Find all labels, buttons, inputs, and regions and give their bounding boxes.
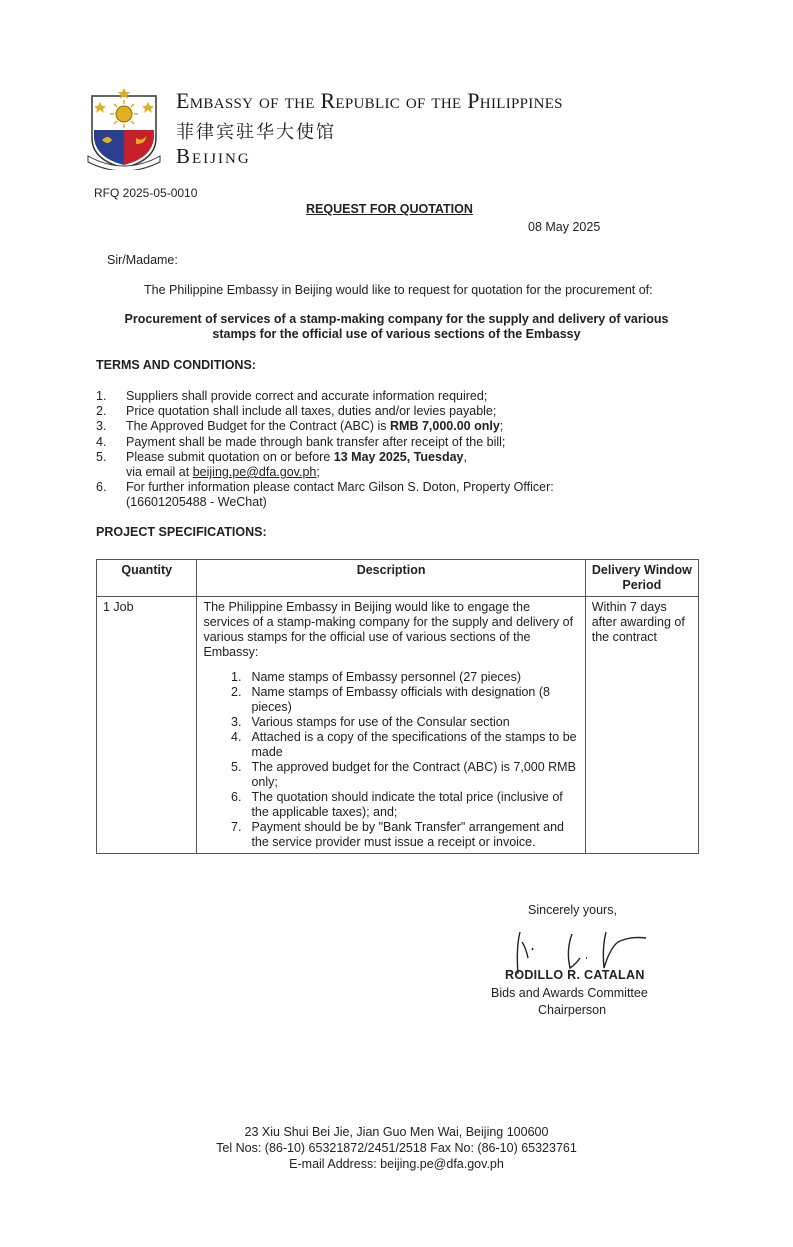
- term-item: 1. Suppliers shall provide correct and accurate information required;: [96, 389, 488, 403]
- quantity-cell: 1 Job: [97, 597, 197, 854]
- term-item: 3. The Approved Budget for the Contract (ABC) is RMB 7,000.00 only;: [96, 419, 504, 434]
- terms-heading: TERMS AND CONDITIONS:: [96, 358, 256, 372]
- footer-address: 23 Xiu Shui Bei Jie, Jian Guo Men Wai, Beijing 100600: [244, 1125, 549, 1139]
- list-item: 2. Name stamps of Embassy officials with designation (8 pieces): [231, 685, 550, 714]
- col-window: Delivery Window Period: [585, 560, 698, 597]
- procurement-line-2: stamps for the official use of various sections of the Embassy: [212, 327, 581, 341]
- list-item: 6. The quotation should indicate the total price (inclusive of the applicable taxes); and;: [231, 790, 563, 819]
- col-quantity: Quantity: [97, 560, 197, 597]
- description-intro: The Philippine Embassy in Beijing would like to engage the services of a stamp-making company for the supply and delivery of various stamps for the official use of various sections of the Embassy:: [203, 600, 574, 659]
- embassy-city: Beijing: [176, 144, 251, 168]
- table-row: [97, 597, 699, 854]
- terms-list: [96, 389, 706, 511]
- procurement-subject: [94, 312, 699, 342]
- term-item: 6. For further information please contact Marc Gilson S. Doton, Property Officer: (16601205488 - WeChat): [96, 480, 554, 510]
- specifications-table: [96, 559, 699, 854]
- footer-email: E-mail Address: beijing.pe@dfa.gov.ph: [289, 1157, 504, 1171]
- spec-items-list: [203, 670, 578, 850]
- document-title: REQUEST FOR QUOTATION: [306, 202, 473, 216]
- col-description: Description: [197, 560, 585, 597]
- specs-heading: PROJECT SPECIFICATIONS:: [96, 525, 267, 539]
- table-header-row: [97, 560, 699, 597]
- signer-position-line-1: Bids and Awards Committee: [491, 986, 648, 1000]
- email-link[interactable]: beijing.pe@dfa.gov.ph: [192, 465, 317, 480]
- list-item: 3. Various stamps for use of the Consular section: [231, 715, 510, 729]
- list-item: 1. Name stamps of Embassy personnel (27 pieces): [231, 670, 522, 684]
- embassy-name-chinese: 菲律宾驻华大使馆: [176, 122, 336, 143]
- list-item: 4. Attached is a copy of the specifications of the stamps to be made: [231, 730, 577, 759]
- signer-position-line-2: Chairperson: [538, 1003, 607, 1017]
- closing-sincerely: Sincerely yours,: [528, 903, 617, 917]
- list-item: 5. The approved budget for the Contract (ABC) is 7,000 RMB only;: [231, 760, 576, 789]
- footer-contact: [0, 1124, 793, 1172]
- window-cell: Within 7 days after awarding of the contract: [585, 597, 698, 854]
- term-item: 5. Please submit quotation on or before 13 May 2025, Tuesday, via email at beijing.pe@dfa.gov.ph;: [96, 449, 467, 480]
- description-cell: [197, 597, 585, 854]
- footer-phones: Tel Nos: (86-10) 65321872/2451/2518 Fax No: (86-10) 65323761: [216, 1141, 577, 1155]
- document-date: 08 May 2025: [528, 220, 601, 234]
- signer-name: RODILLO R. CATALAN: [505, 968, 645, 982]
- list-item: 7. Payment should be by "Bank Transfer" arrangement and the service provider must issue a receipt or invoice.: [231, 820, 564, 849]
- intro-paragraph: The Philippine Embassy in Beijing would like to request for quotation for the procurement of:: [144, 283, 653, 297]
- procurement-line-1: Procurement of services of a stamp-making company for the supply and delivery of various: [124, 312, 669, 326]
- rfq-number: RFQ 2025-05-0010: [94, 186, 198, 200]
- term-item: 2. Price quotation shall include all taxes, duties and/or levies payable;: [96, 404, 497, 419]
- salutation: Sir/Madame:: [107, 253, 178, 267]
- term-item: 4. Payment shall be made through bank transfer after receipt of the bill;: [96, 434, 506, 449]
- embassy-name: Embassy of the Republic of the Philippines: [176, 88, 563, 113]
- embassy-seal-logo: [84, 86, 164, 170]
